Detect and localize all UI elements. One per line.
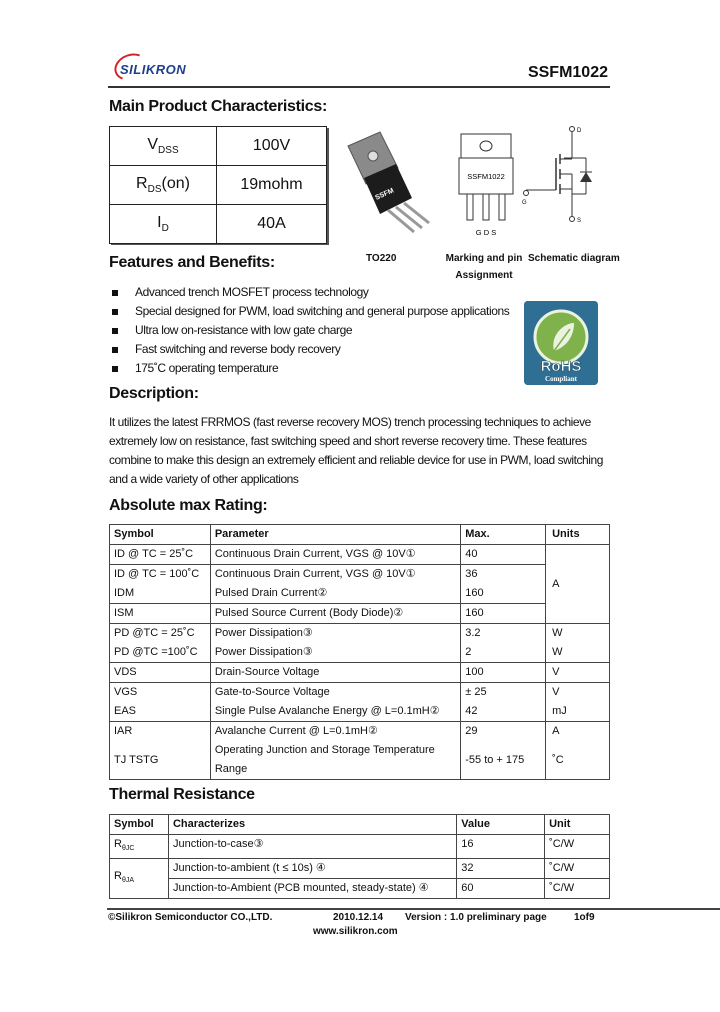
footer-company: ©Silikron Semiconductor CO.,LTD. [108, 912, 273, 923]
col-header-symbol: Symbol [110, 525, 211, 545]
caption-to220: TO220 [366, 253, 397, 264]
table-row: IDM Pulsed Drain Current② 160 [110, 584, 610, 604]
bullet-icon [112, 366, 118, 372]
char-value: 19mohm [217, 166, 327, 205]
table-header-row [110, 525, 610, 545]
rohs-leaf-icon [524, 301, 598, 385]
caption-marking: Marking and pin Assignment [445, 253, 523, 281]
svg-text:S: S [577, 218, 582, 224]
footer-rule [107, 908, 720, 910]
marking-drawing [455, 132, 517, 238]
table-row: VGS Gate-to-Source Voltage ± 25 V [110, 683, 610, 703]
table-row: TJ TSTG Operating Junction and Storage Temperature Range -55 to + 175 ˚C [110, 741, 610, 780]
svg-text:Compliant: Compliant [545, 375, 577, 383]
caption-schematic: Schematic diagram [528, 253, 620, 264]
col-header-max: Max. [461, 525, 546, 545]
char-row-vdss [110, 127, 327, 166]
table-row: PD @TC = 25˚C Power Dissipation③ 3.2 W [110, 624, 610, 644]
svg-text:G: G [522, 200, 527, 206]
svg-text:SSFM: SSFM [374, 187, 395, 202]
footer-version: Version : 1.0 preliminary page [405, 912, 547, 923]
list-item: Advanced trench MOSFET process technology [112, 283, 509, 302]
part-number: SSFM1022 [527, 64, 608, 81]
bullet-icon [112, 328, 118, 334]
bullet-icon [112, 309, 118, 315]
description-text: It utilizes the latest FRRMOS (fast reverse recovery MOS) trench processing techniques to achieve extremely low on resistance, fast switching speed and short reverse recovery time. These features combine to make this design an extremely efficient and reliable device for use in PWM, load switching and a wide variety of other applications [109, 415, 603, 486]
rohs-badge [524, 301, 598, 385]
header-rule [108, 86, 610, 88]
char-value: 40A [217, 205, 327, 244]
silikron-logo [112, 52, 196, 82]
char-value: 100V [217, 127, 327, 166]
logo-text: SILIKRON [120, 62, 187, 77]
table-row: EAS Single Pulse Avalanche Energy @ L=0.1mH② 42 mJ [110, 702, 610, 722]
char-symbol: $R_{DS}(on)$ [110, 166, 217, 205]
merged-unit-a: A [546, 545, 610, 624]
col-header-parameter: Parameter [210, 525, 460, 545]
main-characteristics-title: Main Product Characteristics: [109, 98, 328, 115]
char-symbol: $V_{DSS}$ [110, 127, 217, 166]
features-title: Features and Benefits: [109, 254, 275, 271]
table-header-row: Symbol Characterizes Value Unit [110, 815, 610, 835]
table-row: IAR Avalanche Current @ L=0.1mH② 29 A [110, 722, 610, 742]
table-row: PD @TC =100˚C Power Dissipation③ 2 W [110, 643, 610, 663]
features-list [112, 283, 509, 378]
abs-max-title: Absolute max Rating: [109, 497, 268, 514]
table-row: ID @ TC = 25˚C Continuous Drain Current, VGS @ 10V① 40 A [110, 545, 610, 565]
list-item: Special designed for PWM, load switching and general purpose applications [112, 302, 509, 321]
list-item: Ultra low on-resistance with low gate charge [112, 321, 509, 340]
table-row: ID @ TC = 100˚C Continuous Drain Current, VGS @ 10V① 36 [110, 565, 610, 585]
thermal-table [109, 814, 610, 899]
description-title: Description: [109, 385, 199, 402]
abs-max-table [109, 524, 610, 780]
thermal-title: Thermal Resistance [109, 786, 255, 803]
list-item: Fast switching and reverse body recovery [112, 340, 509, 359]
table-row: $R_{\theta JA}$ Junction-to-ambient (t ≤ 10s) ④ 32 ˚C/W [110, 859, 610, 879]
svg-text:D: D [577, 128, 582, 134]
footer-date: 2010.12.14 [333, 912, 384, 923]
bullet-icon [112, 290, 118, 296]
table-row: VDS Drain-Source Voltage 100 V [110, 663, 610, 683]
to220-package-image [340, 128, 435, 238]
table-row: $R_{\theta JC}$ Junction-to-case③ 16 ˚C/W [110, 835, 610, 859]
list-item: 175˚C operating temperature [112, 359, 509, 378]
table-row: Junction-to-Ambient (PCB mounted, steady-state) ④ 60 ˚C/W [110, 879, 610, 899]
table-row: ISM Pulsed Source Current (Body Diode)② 160 [110, 604, 610, 624]
svg-text:RoHS: RoHS [540, 358, 582, 375]
svg-text:SSFM1022: SSFM1022 [467, 172, 505, 181]
main-characteristics-table [109, 126, 327, 244]
col-header-units: Units [546, 525, 610, 545]
svg-text:G D S: G D S [475, 228, 497, 237]
footer-page: 1of9 [574, 912, 595, 923]
schematic-diagram [520, 124, 600, 224]
char-row-rdson [110, 166, 327, 205]
footer-url[interactable]: www.silikron.com [313, 926, 398, 937]
bullet-icon [112, 347, 118, 353]
char-symbol: $I_D$ [110, 205, 217, 244]
char-row-id [110, 205, 327, 244]
